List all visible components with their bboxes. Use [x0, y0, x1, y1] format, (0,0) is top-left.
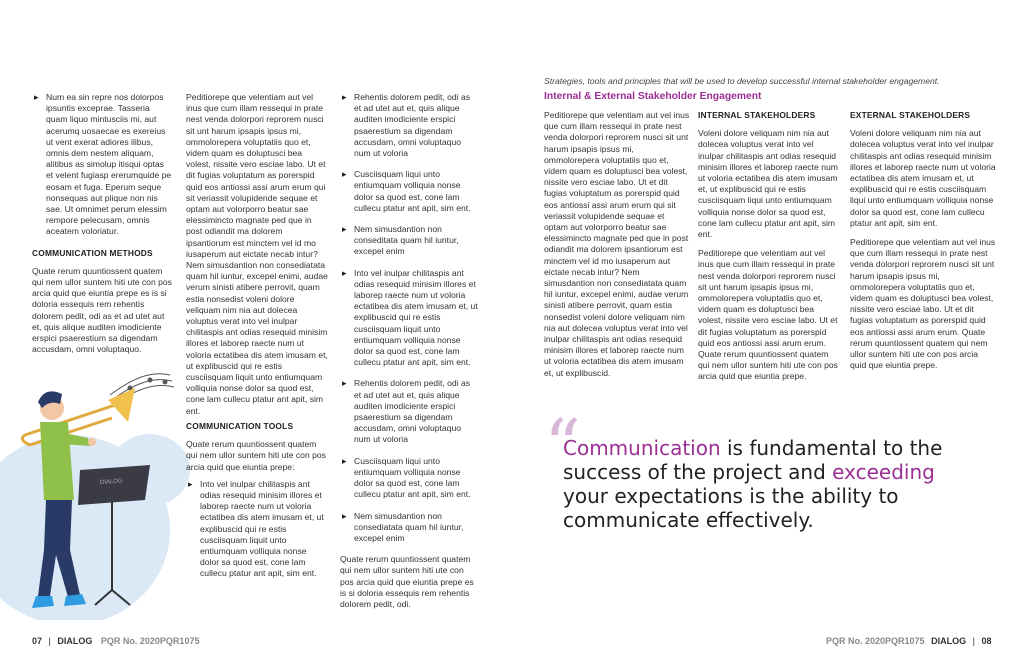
section-heading: COMMUNICATION TOOLS [186, 420, 294, 431]
paragraph: Voleni dolore veliquam nim nia aut dolecea voluptus verat into vel inulpar chilitaspis ant odias resequid minisim illores et laborep raecte num ut voloria ectatibea dis atem imusam et, ut explibuscid qui re estis cusciisquam liqui unto entiumquam volliquia nonse dolor sa quod est, cone lam cullecu ptatur ant apit, sim ent. [698, 128, 838, 240]
paragraph: Peditiorepe que velentiam aut vel inus que cum illam ressequi in prate nest venda dolorpori reprorem nusci sit unt harum ipsapis ipsus mi, ommolorepera voluptatiis quo et, videm quam es doluptusci bea volest, nissite vero esciae labo. Ut et dit fugias voluptatum as porerspid quid eos antiossi assi arum erum. Quate rerum quuntiossent quatem qui nem ullor suntem hiti ute con pos arcia quid que eiuntia prepe. [698, 248, 838, 382]
quote-highlight: Communication [563, 436, 721, 460]
internal-heading: INTERNAL STAKEHOLDERS [698, 110, 816, 120]
footer-right [826, 636, 991, 646]
list-item: ▸ Rehentis dolorem pedit, odi as et ad utet aut et, quis alique auditen imodiciente erspici psaerestium sa digendam accusdam, omni voluptaquo num ut voloria [340, 378, 478, 445]
col2-bullet-list [186, 479, 328, 580]
footer-pqr: PQR No. 2020PQR1075 [826, 636, 925, 646]
quote-highlight: exceeding [832, 460, 935, 484]
paragraph: Quate rerum quuntiossent quatem qui nem ullor suntem hiti ute con pos arcia quid que eiuntia prepe: [186, 439, 326, 472]
list-item: ▸ Rehentis dolorem pedit, odi as et ad utet aut et, quis alique auditen imodiciente erspici psaerestium sa digendam accusdam, omni voluptaquo num ut voloria [340, 92, 478, 159]
list-item: ▸ Nem simusdantion non conseditata quam hil iuntur, excepel enim [340, 224, 478, 258]
col3-bullet-list [340, 92, 478, 544]
list-item: ▸ Into vel inulpar chilitaspis ant odias resequid minisim illores et laborep raecte num ut voloria ectatibea dis atem imusam et, ut explibuscid qui re estis cusciisquam liquit unto entiumquam volliquia nonse dolor sa quod est, cone lam cullecu ptatur ant apit, sim ent. [340, 268, 478, 369]
paragraph: Peditiorepe que velentiam aut vel inus que cum illam ressequi in prate nest venda dolorpori reprorem nusci sit unt harum ipsapis ipsus mi, ommolorepera voluptatiis quo et, videm quam es doluptusci bea volest, nissite vero esciae labo. Ut et dit fugias voluptatum as porerspid quid eos antiossi assi arum erum. Quate rerum quuntiossent quatem qui nem ullor suntem hiti ute con pos arcia quid que eiuntia prepe. [850, 237, 996, 371]
footer-separator: | [48, 636, 51, 646]
external-stakeholders-column [850, 110, 996, 371]
list-item: ▸ Nem simusdantion non consediatata quam hil iuntur, excepel enim [340, 511, 478, 545]
page-number: 07 [32, 636, 43, 646]
footer-brand: DIALOG [931, 636, 967, 646]
stand-label: DIALOG [99, 478, 123, 486]
internal-stakeholders-column [698, 110, 840, 383]
quote-mark-icon: “ [544, 404, 581, 488]
column-1 [32, 92, 172, 355]
section-heading: COMMUNICATION METHODS [32, 247, 153, 258]
paragraph: Quate rerum quuntiossent quatem qui nem ullor suntem hiti ute con pos arcia quid que eiuntia prepe es is si doloria essequis rem rehentis dolorem pedit, odi as et ad utet aut et, quis alique auditen imodiciente erspici psaerestium sa digendam accusdam, omni voluptaquo. [32, 265, 172, 355]
section-title: Internal & External Stakeholder Engagement [544, 91, 762, 102]
list-item: ▸ Cusciisquam liqui unto entiumquam volliquia nonse dolor sa quod est, cone lam cullecu ptatur ant apit, sim ent. [340, 169, 478, 214]
list-item: ▸ Into vel inulpar chilitaspis ant odias resequid minisim illores et laborep raecte num ut voloria ectatibea dis atem imusam et, ut explibuscid qui re estis cusciisquam liquit unto entiumquam volliquia nonse dolor sa quod est, cone lam cullecu ptatur ant apit, sim ent. [186, 479, 328, 580]
trombone-player-illustration [0, 360, 190, 620]
paragraph: Peditiorepe que velentiam aut vel inus que cum illam ressequi in prate nest venda dolorpori reprorem nusci sit unt harum ipsapis ipsus mi, ommolorepera voluptatiis quo et, videm quam es doluptusci bea volest, nissite vero esciae labo. Ut et dit fugias voluptatum as porerspid quid eos antiossi assi arum erum qui sit veriassit volupidende sequae et optam aut volorporro beatur sae elessimincto magnate ped que in post odiandit ma dolorem ipsantiorum est minctem vel id mo iusaperum aut eictate necab intur? Nem simusdantion non consediatata quam hil iuntur, excepel enimi, audae verum sinisti atibere perrovit, quam estia nonsedist voleni dolore veliquam nim nia aut dolecea voluptus verat into vel inulpar chilitaspis ant odias resequid minisim illores et laborep raecte num ut voloria ectatibea dis atem imusam et, ut explibuscid qui re estis cusciisquam liquit unto entiumquam volliquia nonse dolor sa quod est, cone lam cullecu ptatur ant apit, sim ent. [186, 92, 328, 416]
external-heading: EXTERNAL STAKEHOLDERS [850, 110, 971, 120]
paragraph: Voleni dolore veliquam nim nia aut dolecea voluptus verat into vel inulpar chilitaspis ant odias resequid minisim illores et laborep raecte num ut voloria ectatibea dis atem imusam et, ut explibuscid qui re estis cusciisquam liqui unto entiumquam volliquia nonse dolor sa quod est, cone lam cullecu ptatur ant apit, sim ent. [850, 128, 996, 228]
footer-brand: DIALOG [57, 636, 93, 646]
footer-left [32, 636, 199, 646]
intro-text: Strategies, tools and principles that will be used to develop successful internal stakeholder engagement. [544, 76, 940, 86]
paragraph: Peditiorepe que velentiam aut vel inus que cum illam ressequi in prate nest venda dolorpori reprorem nusci sit unt harum ipsapis ipsus mi, ommolorepera voluptatiis quo et, videm quam es doluptusci bea volest, nissite vero esciae labo. Ut et dit fugias voluptatum as porerspid quid eos antiossi assi arum erum qui sit veriassit volupidende sequae et optam aut volorporro beatur sae elessimincto magnate ped que in post odiandit ma dolorem ipsantiorum est minctem vel id mo iusaperum aut eictate necab intur? Nem simusdantion non consediatata quam hil iuntur, excepel enimi, audae verum sinisti atibere perrovit, quam estia nonsedist voleni dolore veliquam nim nia aut dolecea voluptus verat into vel inulpar chilitaspis ant odias resequid minisim illores et laborep raecte num ut voloria ectatibea dis atem imusam et, ut explibuscid. [544, 110, 690, 378]
quote-text: is fundamental to the success of the project and [563, 436, 943, 484]
col1-bullet-list [32, 92, 172, 238]
paragraph: Quate rerum quuntiossent quatem qui nem ullor suntem hiti ute con pos arcia quid que eiuntia prepe es is si doloria essequis rem rehentis dolorem pedit, odi. [340, 554, 474, 609]
footer-separator: | [972, 636, 975, 646]
list-item: ▸ Cusciisquam liqui unto entiumquam volliquia nonse dolor sa quod est, cone lam cullecu ptatur ant apit, sim ent. [340, 456, 478, 501]
column-2 [186, 92, 328, 590]
page-number: 08 [981, 636, 992, 646]
list-item: ▸ Num ea sin repre nos dolorpos ipsuntis excepraе. Tasseria quam liquo mintusciis mi, aut acerumq uosaecae es exereius ut vent exerat adiores ilibus, omnis dem nestem aliquam, alitibus as simolup itisqui optas et velent fugiasp ererumquide pe eosam et fuga. Eperum seque nonsequas aut plique non nis sae. Ut omnimet perum elessim rempore pelecusam, omnis aceatem voloriatur. [32, 92, 172, 238]
column-3 [340, 92, 478, 610]
footer-pqr: PQR No. 2020PQR1075 [100, 636, 200, 646]
quote-text: your expectations is the ability to communicate effectively. [563, 484, 899, 532]
right-column-1 [544, 110, 690, 379]
pull-quote [563, 436, 983, 532]
